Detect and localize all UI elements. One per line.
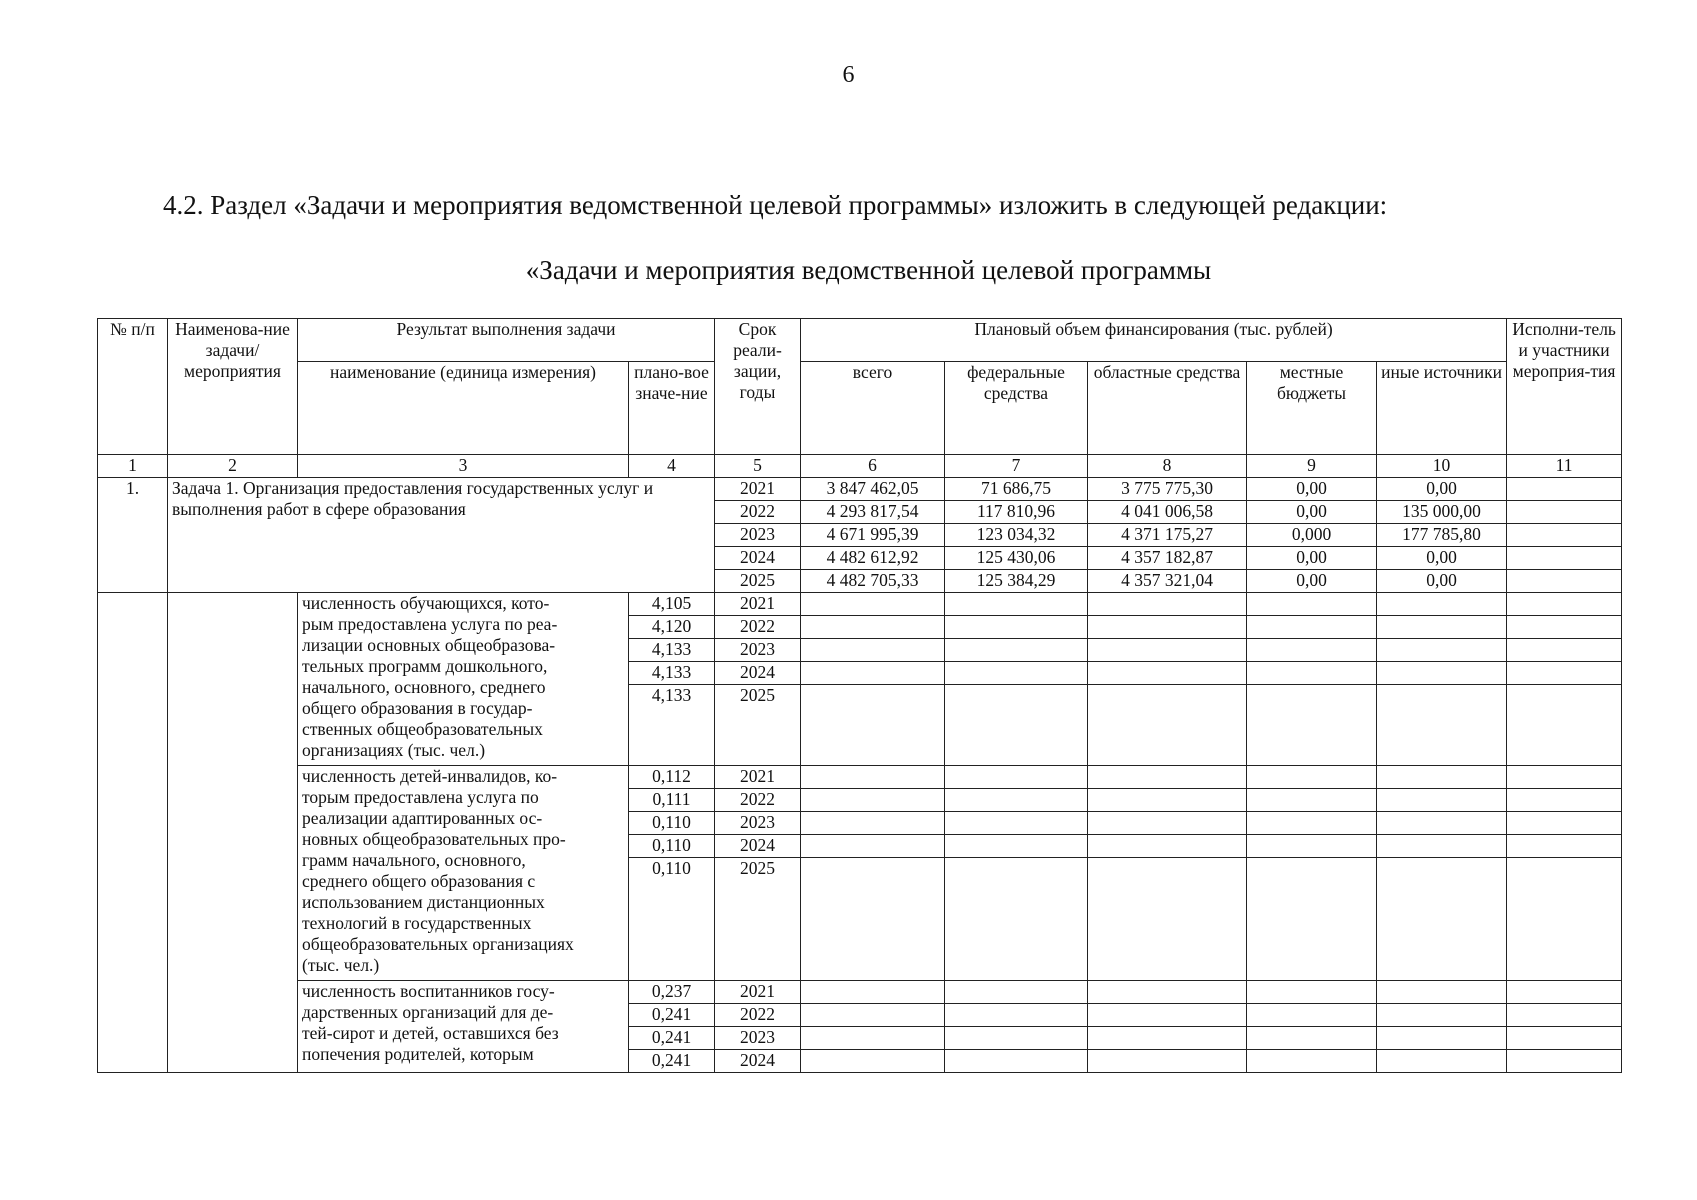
task-local: 0,00 [1247, 501, 1377, 524]
indicator-year: 2022 [715, 616, 801, 639]
indicator-year: 2023 [715, 812, 801, 835]
indicator-value: 0,110 [629, 835, 715, 858]
column-number: 2 [168, 455, 298, 478]
indicator-value: 4,133 [629, 662, 715, 685]
table-title: «Задачи и мероприятия ведомственной целевой программы [525, 255, 1212, 285]
column-number: 1 [98, 455, 168, 478]
header-term: Срок реали-зации, годы [715, 319, 801, 455]
indicator-description: численность детей-инвалидов, ко- торым предоставлена услуга по реализации адаптированных ос- новных общеобразовательных про- грамм начального, основного, среднего общего образования с использованием дистанционных технологий в государственных общеобразовательных организациях (тыс. чел.) [298, 766, 629, 981]
task-regional: 3 775 775,30 [1088, 478, 1247, 501]
header-local: местные бюджеты [1247, 362, 1377, 455]
indicator-year: 2023 [715, 639, 801, 662]
task-num: 1. [98, 478, 168, 593]
indicator-value: 0,241 [629, 1027, 715, 1050]
header-num: № п/п [98, 319, 168, 455]
indicator-value: 4,133 [629, 639, 715, 662]
task-other: 0,00 [1377, 478, 1507, 501]
indicator-value: 0,237 [629, 981, 715, 1004]
column-number: 4 [629, 455, 715, 478]
header-result-value: плано-вое значе-ние [629, 362, 715, 455]
indicator-year: 2022 [715, 1004, 801, 1027]
indicator-name-blank [168, 593, 298, 1073]
task-year: 2024 [715, 547, 801, 570]
indicator-description: численность воспитанников госу- дарственных организаций для де- тей-сирот и детей, оставшихся без попечения родителей, которым [298, 981, 629, 1073]
header-executor: Исполни-тель и участники мероприя-тия [1507, 319, 1622, 455]
task-executor [1507, 524, 1622, 547]
indicator-year: 2025 [715, 858, 801, 981]
header-finance: Плановый объем финансирования (тыс. рублей) [801, 319, 1507, 362]
page-number: 6 [842, 62, 855, 88]
indicator-description: численность обучающихся, кото- рым предоставлена услуга по реа- лизации основных общеобразова- тельных программ дошкольного, начального, основного, среднего общего образования в государ- ственных общеобразовательных организациях (тыс. чел.) [298, 593, 629, 766]
header-regional: областные средства [1088, 362, 1247, 455]
task-total: 3 847 462,05 [801, 478, 945, 501]
column-number: 3 [298, 455, 629, 478]
indicator-year: 2024 [715, 835, 801, 858]
task-federal: 71 686,75 [945, 478, 1088, 501]
task-total: 4 482 705,33 [801, 570, 945, 593]
task-executor [1507, 547, 1622, 570]
column-number: 6 [801, 455, 945, 478]
tasks-table [97, 318, 1622, 1073]
task-local: 0,000 [1247, 524, 1377, 547]
header-other: иные источники [1377, 362, 1507, 455]
task-executor [1507, 570, 1622, 593]
task-federal: 125 384,29 [945, 570, 1088, 593]
indicator-value: 0,110 [629, 812, 715, 835]
task-year: 2022 [715, 501, 801, 524]
instruction-text: 4.2. Раздел «Задачи и мероприятия ведомственной целевой программы» изложить в следующей редакции: [163, 190, 1388, 220]
indicator-year: 2021 [715, 981, 801, 1004]
task-executor [1507, 501, 1622, 524]
header-result: Результат выполнения задачи [298, 319, 715, 362]
task-regional: 4 041 006,58 [1088, 501, 1247, 524]
task-regional: 4 357 321,04 [1088, 570, 1247, 593]
task-federal: 123 034,32 [945, 524, 1088, 547]
task-other: 135 000,00 [1377, 501, 1507, 524]
indicator-year: 2024 [715, 662, 801, 685]
header-row-1 [98, 319, 1622, 362]
column-number: 7 [945, 455, 1088, 478]
column-number: 9 [1247, 455, 1377, 478]
task-total: 4 293 817,54 [801, 501, 945, 524]
indicator-value: 0,110 [629, 858, 715, 981]
header-name: Наименова-ние задачи/ мероприятия [168, 319, 298, 455]
indicator-row [98, 981, 1622, 1004]
task-total: 4 482 612,92 [801, 547, 945, 570]
column-numbers-row [98, 455, 1622, 478]
indicator-row [98, 593, 1622, 616]
indicator-year: 2021 [715, 593, 801, 616]
task-total: 4 671 995,39 [801, 524, 945, 547]
task-other: 0,00 [1377, 570, 1507, 593]
header-federal: федеральные средства [945, 362, 1088, 455]
indicator-num-blank [98, 593, 168, 1073]
header-result-name: наименование (единица измерения) [298, 362, 629, 455]
indicator-year: 2023 [715, 1027, 801, 1050]
column-number: 5 [715, 455, 801, 478]
indicator-value: 0,111 [629, 789, 715, 812]
task-regional: 4 357 182,87 [1088, 547, 1247, 570]
task-year: 2021 [715, 478, 801, 501]
task-year: 2023 [715, 524, 801, 547]
indicator-row [98, 766, 1622, 789]
column-number: 10 [1377, 455, 1507, 478]
task-other: 0,00 [1377, 547, 1507, 570]
indicator-value: 0,241 [629, 1004, 715, 1027]
task-year: 2025 [715, 570, 801, 593]
task-local: 0,00 [1247, 478, 1377, 501]
task-federal: 125 430,06 [945, 547, 1088, 570]
task-local: 0,00 [1247, 547, 1377, 570]
indicator-value: 0,112 [629, 766, 715, 789]
task-local: 0,00 [1247, 570, 1377, 593]
indicator-year: 2024 [715, 1050, 801, 1073]
header-total: всего [801, 362, 945, 455]
task-federal: 117 810,96 [945, 501, 1088, 524]
task-title: Задача 1. Организация предоставления государственных услуг и выполнения работ в сфере образования [168, 478, 715, 593]
indicator-year: 2022 [715, 789, 801, 812]
indicator-year: 2025 [715, 685, 801, 766]
indicator-value: 4,105 [629, 593, 715, 616]
indicator-value: 4,120 [629, 616, 715, 639]
indicator-value: 0,241 [629, 1050, 715, 1073]
task-other: 177 785,80 [1377, 524, 1507, 547]
task-executor [1507, 478, 1622, 501]
column-number: 11 [1507, 455, 1622, 478]
header-row-2 [98, 362, 1622, 455]
task-regional: 4 371 175,27 [1088, 524, 1247, 547]
task-row [98, 478, 1622, 501]
indicator-value: 4,133 [629, 685, 715, 766]
indicator-year: 2021 [715, 766, 801, 789]
column-number: 8 [1088, 455, 1247, 478]
